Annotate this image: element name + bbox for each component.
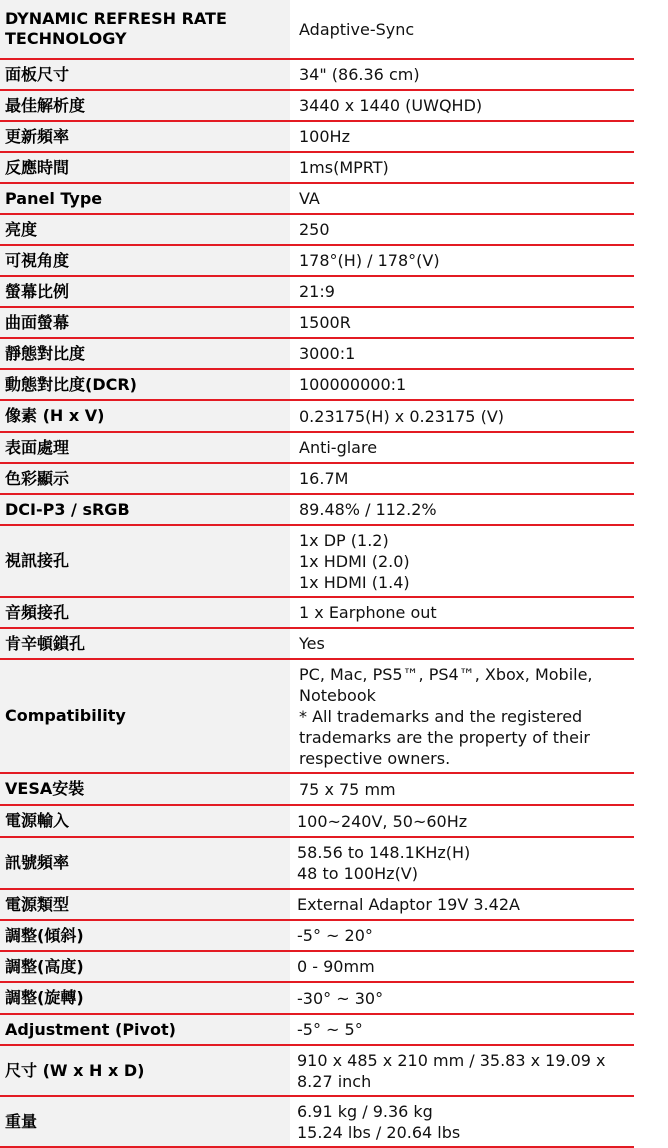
spec-value-line: 3000:1 xyxy=(299,344,356,363)
spec-value-line: Yes xyxy=(299,634,325,653)
spec-label: DYNAMIC REFRESH RATE TECHNOLOGY xyxy=(0,0,290,58)
spec-label: 面板尺寸 xyxy=(0,60,290,89)
spec-row xyxy=(0,838,634,890)
spec-value xyxy=(290,370,634,399)
spec-value xyxy=(290,308,634,337)
spec-label: 表面處理 xyxy=(0,433,290,462)
spec-row xyxy=(0,153,634,184)
spec-label: Compatibility xyxy=(0,660,290,772)
spec-value-line: 100Hz xyxy=(299,127,350,146)
spec-value-line: * All trademarks and the registered xyxy=(299,706,583,726)
spec-row xyxy=(0,1046,634,1097)
spec-value-line: -30° ~ 30° xyxy=(297,988,384,1008)
spec-row xyxy=(0,983,634,1015)
spec-value-line: 0 - 90mm xyxy=(297,957,375,976)
spec-label: 調整(傾斜) xyxy=(0,921,290,950)
spec-value xyxy=(290,277,634,306)
spec-label: 電源類型 xyxy=(0,890,290,919)
spec-value xyxy=(290,401,634,431)
spec-value xyxy=(290,806,634,836)
spec-value xyxy=(290,91,634,120)
spec-row xyxy=(0,433,634,464)
spec-label: VESA安裝 xyxy=(0,774,290,804)
spec-value xyxy=(290,598,634,627)
spec-value xyxy=(290,1046,634,1095)
spec-value-line: 15.24 lbs / 20.64 lbs xyxy=(297,1122,461,1142)
spec-row xyxy=(0,598,634,629)
spec-label: 螢幕比例 xyxy=(0,277,290,306)
spec-row xyxy=(0,246,634,277)
spec-value-line: 1x DP (1.2) xyxy=(299,530,389,550)
spec-value-line: -5° ~ 20° xyxy=(297,926,373,945)
spec-value xyxy=(290,526,634,596)
spec-row xyxy=(0,184,634,215)
spec-label: Adjustment (Pivot) xyxy=(0,1015,290,1044)
spec-value-line: 100000000:1 xyxy=(299,375,407,394)
spec-label: 調整(旋轉) xyxy=(0,983,290,1013)
spec-label: 音頻接孔 xyxy=(0,598,290,627)
spec-value xyxy=(290,464,634,493)
spec-value-line: Notebook xyxy=(299,685,376,705)
spec-value-line: respective owners. xyxy=(299,748,451,768)
spec-value-line: 8.27 inch xyxy=(297,1071,372,1091)
spec-label: 調整(高度) xyxy=(0,952,290,981)
spec-label: 肯辛頓鎖孔 xyxy=(0,629,290,658)
spec-label: 靜態對比度 xyxy=(0,339,290,368)
spec-value-line: 1x HDMI (1.4) xyxy=(299,572,410,592)
spec-value xyxy=(290,629,634,658)
spec-value-line: 89.48% / 112.2% xyxy=(299,500,437,519)
spec-value-line: PC, Mac, PS5™, PS4™, Xbox, Mobile, xyxy=(299,664,593,684)
spec-row xyxy=(0,215,634,246)
spec-label: 反應時間 xyxy=(0,153,290,182)
spec-label: 電源輸入 xyxy=(0,806,290,836)
spec-value-line: 910 x 485 x 210 mm / 35.83 x 19.09 x xyxy=(297,1050,606,1070)
spec-row xyxy=(0,526,634,598)
spec-value-line: 75 x 75 mm xyxy=(299,779,396,799)
spec-value-line: 1500R xyxy=(299,313,351,332)
spec-row xyxy=(0,339,634,370)
spec-value xyxy=(290,660,634,772)
spec-row xyxy=(0,308,634,339)
spec-row xyxy=(0,464,634,495)
spec-value-line: 100~240V, 50~60Hz xyxy=(297,811,468,831)
spec-value-line: VA xyxy=(299,189,320,208)
spec-label: 色彩顯示 xyxy=(0,464,290,493)
spec-row xyxy=(0,60,634,91)
spec-row xyxy=(0,0,634,60)
spec-value-line: Adaptive-Sync xyxy=(299,19,415,39)
spec-row xyxy=(0,495,634,526)
spec-value-line: 250 xyxy=(299,220,330,239)
spec-value xyxy=(290,184,634,213)
spec-row xyxy=(0,629,634,660)
spec-label: 重量 xyxy=(0,1097,290,1146)
spec-value xyxy=(290,1015,634,1044)
spec-value xyxy=(290,433,634,462)
spec-value-line: -5° ~ 5° xyxy=(297,1020,363,1039)
spec-row xyxy=(0,921,634,952)
spec-value xyxy=(290,921,634,950)
spec-value xyxy=(290,1097,634,1146)
spec-value xyxy=(290,339,634,368)
spec-value xyxy=(290,0,634,58)
spec-label: Panel Type xyxy=(0,184,290,213)
spec-value-line: External Adaptor 19V 3.42A xyxy=(297,895,520,914)
spec-value xyxy=(290,890,634,919)
spec-row xyxy=(0,1097,634,1148)
spec-value xyxy=(290,952,634,981)
spec-row xyxy=(0,660,634,774)
spec-value xyxy=(290,774,634,804)
spec-row xyxy=(0,401,634,433)
spec-value xyxy=(290,122,634,151)
spec-row xyxy=(0,774,634,806)
spec-value xyxy=(290,495,634,524)
spec-value-line: 3440 x 1440 (UWQHD) xyxy=(299,96,483,115)
spec-value-line: trademarks are the property of their xyxy=(299,727,590,747)
spec-row xyxy=(0,952,634,983)
spec-label: 曲面螢幕 xyxy=(0,308,290,337)
spec-row xyxy=(0,91,634,122)
spec-value-line: 0.23175(H) x 0.23175 (V) xyxy=(299,406,504,426)
spec-label: 尺寸 (W x H x D) xyxy=(0,1046,290,1095)
spec-value-line: 34" (86.36 cm) xyxy=(299,65,420,84)
spec-value xyxy=(290,246,634,275)
spec-label: 可視角度 xyxy=(0,246,290,275)
spec-row xyxy=(0,370,634,401)
spec-value-line: 16.7M xyxy=(299,469,349,488)
spec-row xyxy=(0,277,634,308)
spec-value xyxy=(290,838,634,888)
spec-label: 動態對比度(DCR) xyxy=(0,370,290,399)
spec-value-line: Anti-glare xyxy=(299,438,378,457)
spec-label: 更新頻率 xyxy=(0,122,290,151)
spec-row xyxy=(0,806,634,838)
spec-label: 像素 (H x V) xyxy=(0,401,290,431)
spec-value xyxy=(290,153,634,182)
spec-value-line: 48 to 100Hz(V) xyxy=(297,864,418,883)
spec-label: DCI-P3 / sRGB xyxy=(0,495,290,524)
spec-value-line: 1 x Earphone out xyxy=(299,603,437,622)
spec-value-line: 178°(H) / 178°(V) xyxy=(299,251,440,270)
spec-label: 視訊接孔 xyxy=(0,526,290,596)
spec-value-line: 6.91 kg / 9.36 kg xyxy=(297,1101,433,1121)
spec-row xyxy=(0,122,634,153)
spec-label: 亮度 xyxy=(0,215,290,244)
spec-value-line: 21:9 xyxy=(299,282,335,301)
spec-value xyxy=(290,983,634,1013)
spec-label: 最佳解析度 xyxy=(0,91,290,120)
spec-row xyxy=(0,1015,634,1046)
spec-value xyxy=(290,60,634,89)
spec-value-line: 1ms(MPRT) xyxy=(299,158,389,177)
spec-label: 訊號頻率 xyxy=(0,838,290,888)
spec-value-line: 1x HDMI (2.0) xyxy=(299,551,410,571)
spec-value-line: 58.56 to 148.1KHz(H) xyxy=(297,843,471,862)
spec-value xyxy=(290,215,634,244)
spec-row xyxy=(0,890,634,921)
